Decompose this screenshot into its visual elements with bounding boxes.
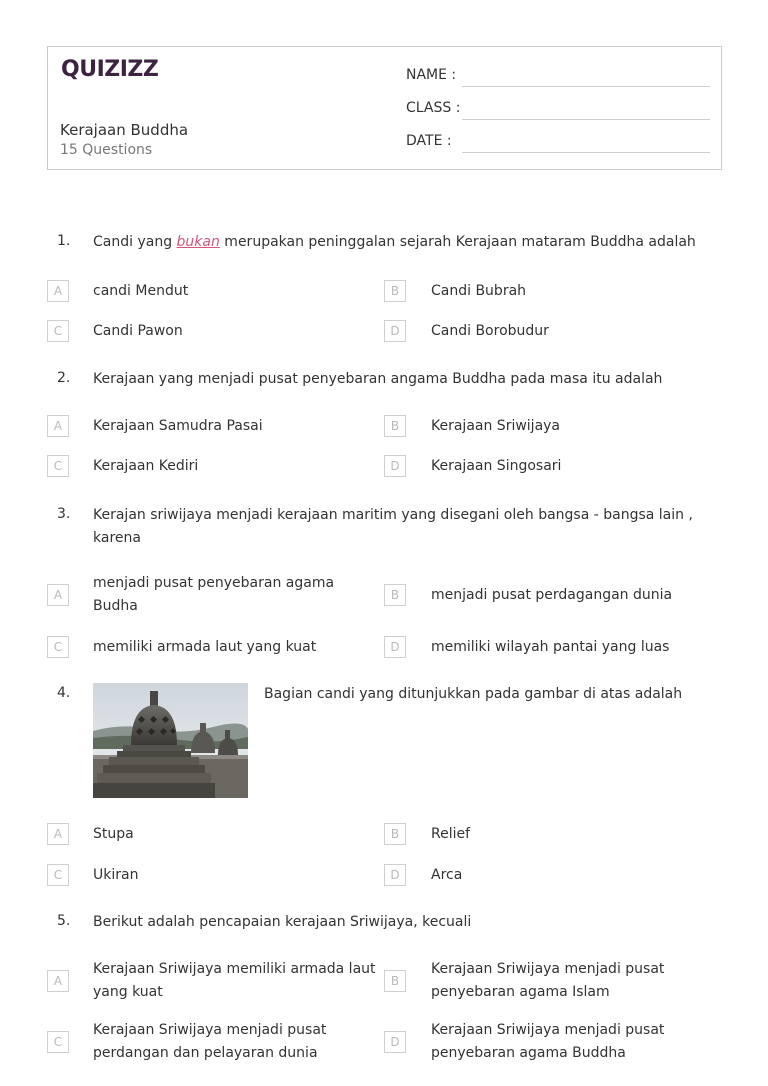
option-text-a: Stupa bbox=[93, 826, 134, 842]
option-text-d: Kerajaan Singosari bbox=[431, 458, 562, 474]
option-box-d[interactable]: D bbox=[384, 455, 406, 477]
emphasized-word: bukan bbox=[176, 234, 220, 250]
option-text-a: menjadi pusat penyebaran agama Budha bbox=[93, 575, 335, 614]
option-box-b[interactable]: B bbox=[384, 280, 406, 302]
option-box-c[interactable]: C bbox=[47, 455, 69, 477]
option-text-c: Candi Pawon bbox=[93, 323, 183, 339]
option-text-c: memiliki armada laut yang kuat bbox=[93, 639, 317, 655]
question-text: Kerajaan yang menjadi pusat penyebaran angama Buddha pada masa itu adalah bbox=[93, 371, 663, 387]
option-text-a: candi Mendut bbox=[93, 283, 189, 299]
question-number: 3. bbox=[57, 506, 71, 522]
option-text-b: Kerajaan Sriwijaya bbox=[431, 418, 561, 434]
name-line bbox=[462, 86, 710, 87]
date-line bbox=[462, 152, 710, 153]
option-text-b: Relief bbox=[431, 826, 471, 842]
question-number: 1. bbox=[57, 233, 71, 249]
class-label: CLASS : bbox=[406, 100, 461, 116]
option-text-a: Kerajaan Sriwijaya memiliki armada laut yang kuat bbox=[93, 961, 376, 1000]
option-text-a: Kerajaan Samudra Pasai bbox=[93, 418, 263, 434]
option-box-d[interactable]: D bbox=[384, 636, 406, 658]
question-text bbox=[93, 231, 708, 254]
question-text: Bagian candi yang ditunjukkan pada gambar di atas adalah bbox=[264, 686, 683, 702]
question-number: 2. bbox=[57, 370, 71, 386]
option-text-b: menjadi pusat perdagangan dunia bbox=[431, 587, 673, 603]
worksheet-header bbox=[47, 46, 722, 170]
question-text-after: merupakan peninggalan sejarah Kerajaan mataram Buddha adalah bbox=[219, 234, 696, 250]
option-box-b[interactable]: B bbox=[384, 970, 406, 992]
option-box-b[interactable]: B bbox=[384, 415, 406, 437]
question-text-before: Candi yang bbox=[93, 234, 177, 250]
option-text-d: Arca bbox=[431, 867, 463, 883]
question-number: 4. bbox=[57, 685, 71, 701]
option-box-b[interactable]: B bbox=[384, 823, 406, 845]
option-box-c[interactable]: C bbox=[47, 320, 69, 342]
option-text-c: Kerajaan Kediri bbox=[93, 458, 199, 474]
option-text-b: Kerajaan Sriwijaya menjadi pusat penyebaran agama Islam bbox=[431, 961, 665, 1000]
option-box-a[interactable]: A bbox=[47, 584, 69, 606]
option-box-d[interactable]: D bbox=[384, 1031, 406, 1053]
option-box-d[interactable]: D bbox=[384, 320, 406, 342]
date-label: DATE : bbox=[406, 133, 452, 149]
worksheet-title: Kerajaan Buddha bbox=[60, 121, 189, 139]
option-box-a[interactable]: A bbox=[47, 280, 69, 302]
option-box-b[interactable]: B bbox=[384, 584, 406, 606]
option-box-c[interactable]: C bbox=[47, 864, 69, 886]
option-box-a[interactable]: A bbox=[47, 823, 69, 845]
name-label: NAME : bbox=[406, 67, 457, 83]
option-text-c: Kerajaan Sriwijaya menjadi pusat perdangan dan pelayaran dunia bbox=[93, 1022, 327, 1061]
question-text: Berikut adalah pencapaian kerajaan Sriwijaya, kecuali bbox=[93, 914, 472, 930]
question-count: 15 Questions bbox=[60, 142, 153, 158]
option-text-b: Candi Bubrah bbox=[431, 283, 527, 299]
quizizz-logo: QUIZIZZ bbox=[61, 57, 159, 82]
stupa-photo-illustration bbox=[93, 683, 248, 798]
class-line bbox=[462, 119, 710, 120]
option-box-a[interactable]: A bbox=[47, 415, 69, 437]
question-text: Kerajan sriwijaya menjadi kerajaan maritim yang disegani oleh bangsa - bangsa lain , karena bbox=[93, 507, 693, 546]
option-box-c[interactable]: C bbox=[47, 636, 69, 658]
option-box-c[interactable]: C bbox=[47, 1031, 69, 1053]
option-box-d[interactable]: D bbox=[384, 864, 406, 886]
option-text-d: Candi Borobudur bbox=[431, 323, 549, 339]
option-box-a[interactable]: A bbox=[47, 970, 69, 992]
question-number: 5. bbox=[57, 913, 71, 929]
option-text-d: Kerajaan Sriwijaya menjadi pusat penyebaran agama Buddha bbox=[431, 1022, 665, 1061]
option-text-d: memiliki wilayah pantai yang luas bbox=[431, 639, 670, 655]
stupa-image bbox=[93, 683, 248, 798]
option-text-c: Ukiran bbox=[93, 867, 139, 883]
